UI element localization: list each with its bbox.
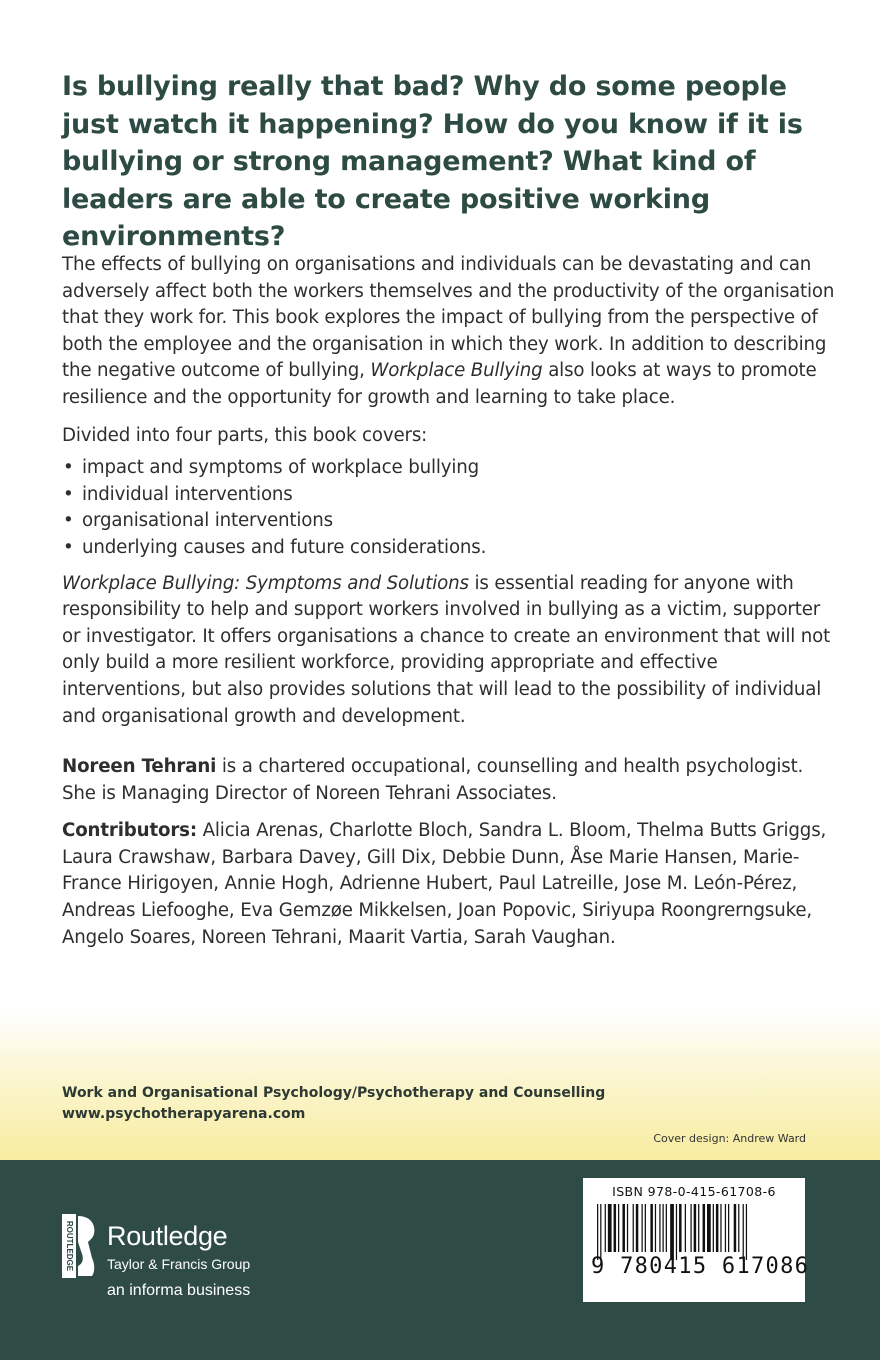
barcode-bar	[650, 1204, 653, 1252]
author-paragraph	[62, 754, 842, 807]
list-item-text: organisational interventions	[82, 510, 333, 532]
barcode-bar	[655, 1204, 656, 1252]
list-item	[62, 455, 842, 482]
barcode-bar	[663, 1204, 664, 1252]
barcode-bar	[738, 1204, 739, 1252]
parts-lead: Divided into four parts, this book covers:	[62, 424, 428, 446]
list-item-text: individual interventions	[82, 483, 293, 505]
barcode-bar	[725, 1204, 726, 1252]
back-cover-headline: Is bullying really that bad? Why do some people just watch it happening? How do you know if it is bullying or strong management? What kind of leaders are able to create positive working environments?	[62, 71, 803, 252]
list-item	[62, 535, 842, 562]
barcode-bar	[690, 1204, 691, 1252]
publisher-group: Taylor & Francis Group	[107, 1256, 251, 1272]
essential-paragraph	[62, 571, 842, 731]
routledge-logo-icon	[62, 1214, 98, 1278]
logo-vertical-text: ROUTLEDGE	[64, 1220, 74, 1272]
barcode-bar	[622, 1204, 625, 1252]
bullet-icon: •	[63, 483, 74, 505]
barcode-bar	[746, 1204, 747, 1260]
subject-block	[62, 1083, 822, 1125]
website-link[interactable]: www.psychotherapyarena.com	[62, 1106, 306, 1122]
barcode-bar	[666, 1204, 667, 1252]
parts-list	[62, 455, 842, 561]
contributors-list: Alicia Arenas, Charlotte Bloch, Sandra L. Bloom, Thelma Butts Griggs, Laura Crawshaw, Barbara Davey, Gill Dix, Debbie Dunn, Åse Marie Hansen, Marie-France Hirigoyen, Annie Hogh, Adrienne Hubert, Paul Latreille, Jose M. León-Pérez, Andreas Liefooghe, Eva Gemzøe Mikkelsen, Joan Popovic, Siriyupa Roongrerngsuke, Angelo Soares, Noreen Tehrani, Maarit Vartia, Sarah Vaughan.	[62, 820, 827, 948]
barcode-bar	[694, 1204, 697, 1252]
blurb	[62, 252, 842, 962]
barcode-bar	[685, 1204, 686, 1252]
cover-credit: Cover design: Andrew Ward	[653, 1132, 806, 1145]
barcode-bar	[679, 1204, 682, 1252]
barcode-bar	[600, 1204, 601, 1260]
contributors-label: Contributors:	[62, 820, 197, 842]
bullet-icon: •	[63, 536, 74, 558]
barcode-bar	[720, 1204, 721, 1252]
barcode-bar	[734, 1204, 737, 1252]
barcode-bar	[670, 1204, 674, 1260]
intro-text-2: also looks at ways to promote resilience and the opportunity for growth and learning to take place.	[62, 360, 817, 408]
list-item-text: underlying causes and future considerations.	[82, 536, 487, 558]
essential-text: is essential reading for anyone with responsibility to help and support workers involved in bullying as a victim, supporter or investigator. It offers organisations a chance to create an environment that will not only build a more resilient workforce, providing appropriate and effective interventions, but also provides solutions that will lead to the possibility of individual and organisational growth and development.	[62, 572, 831, 727]
barcode-bar	[597, 1204, 598, 1260]
essential-book-title: Workplace Bullying: Symptoms and Solutions	[62, 572, 469, 594]
publisher-name: Routledge	[107, 1221, 228, 1251]
barcode-digits: 9 780415 617086	[591, 1254, 810, 1279]
isbn-barcode	[583, 1178, 810, 1302]
barcode-bar	[659, 1204, 660, 1252]
barcode-bar	[608, 1204, 612, 1252]
barcode-bar	[618, 1204, 619, 1252]
intro-text-1: The effects of bullying on organisations and individuals can be devastating and can adversely affect both the workers themselves and the productivity of the organisation that they work for. This book explores the impact of bullying from the perspective of both the employee and the organisation in which they work. In addition to describing the negative outcome of bullying,	[62, 254, 835, 382]
contributors-paragraph	[62, 818, 842, 951]
list-item	[62, 508, 842, 535]
barcode-bar	[676, 1204, 677, 1260]
barcode-bar	[698, 1204, 699, 1252]
barcode-bar	[636, 1204, 639, 1252]
barcode-bar	[743, 1204, 744, 1260]
intro-paragraph	[62, 252, 842, 412]
barcode-bar	[716, 1204, 719, 1252]
barcode-bar	[703, 1204, 706, 1252]
barcode-bar	[728, 1204, 729, 1252]
barcode-bar	[605, 1204, 606, 1252]
barcode-bar	[627, 1204, 628, 1252]
author-bio: is a chartered occupational, counselling and health psychologist. She is Managing Director of Noreen Tehrani Associates.	[62, 756, 804, 804]
barcode-bar	[642, 1204, 643, 1252]
subject-category: Work and Organisational Psychology/Psychotherapy and Counselling	[62, 1085, 606, 1101]
intro-book-title: Workplace Bullying	[370, 360, 543, 382]
barcode-bar	[633, 1204, 634, 1252]
bullet-icon: •	[63, 457, 74, 479]
list-item-text: impact and symptoms of workplace bullying	[82, 457, 480, 479]
isbn-label: ISBN 978-0-415-61708-6	[612, 1184, 776, 1199]
barcode-bar	[614, 1204, 617, 1252]
author-name: Noreen Tehrani	[62, 756, 217, 778]
barcode-bar	[713, 1204, 714, 1252]
barcode-graphic	[597, 1204, 793, 1260]
publisher-parent: an informa business	[107, 1282, 251, 1299]
list-item	[62, 482, 842, 509]
bullet-icon: •	[63, 510, 74, 532]
barcode-bar	[645, 1204, 646, 1252]
barcode-bar	[707, 1204, 711, 1252]
